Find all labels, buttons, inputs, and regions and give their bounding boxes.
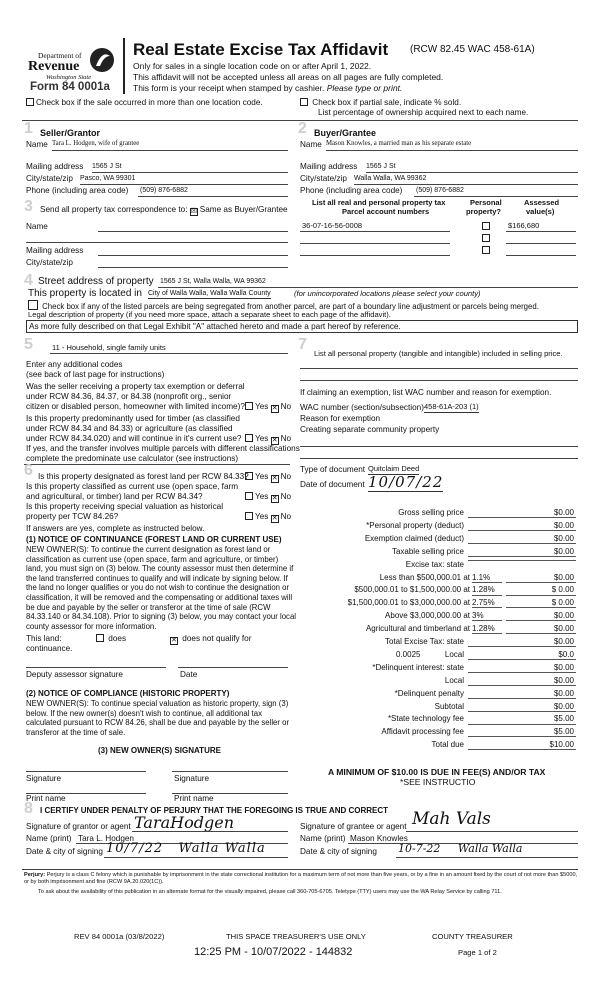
does-checkbox[interactable] [96, 634, 104, 642]
rule [506, 255, 576, 256]
section-8-number: 8 [24, 800, 33, 817]
partial-sale-note: List percentage of ownership acquired next to each name. [318, 108, 529, 117]
perjury-text: Perjury is a class C felony which is punishable by imprisonment in the state correctional institution for a maximum term of not more than five years, or by a fine in an amount fixed by the court of not more than $5000, or by both imprisonment and fine (RCW 9A.20.020(1C)). [24, 872, 578, 885]
summary-label: Gross selling price [398, 508, 464, 517]
s6-q1-no-checkbox[interactable]: ✕ [271, 475, 278, 482]
summary-row [300, 740, 576, 753]
does-option[interactable] [96, 634, 126, 643]
corr-name-label: Name [26, 222, 48, 231]
section-3-number: 3 [24, 198, 33, 215]
rule [132, 831, 288, 832]
summary-label: Local [444, 675, 464, 685]
subtitle-2: This affidavit will not be accepted unless all areas on all pages are fully completed. [133, 72, 444, 82]
summary-label: *Delinquent penalty [394, 688, 464, 698]
grantor-date-city[interactable]: 10/7/22 Walla Walla [106, 841, 266, 856]
summary-amount[interactable]: $5.00 [468, 714, 576, 724]
grantor-signature[interactable]: TaraHodgen [134, 813, 234, 832]
rule [80, 184, 288, 185]
summary-rate: 3% [472, 611, 502, 621]
summary-amount[interactable]: $ 0.00 [506, 598, 576, 608]
summary-amount[interactable]: $0.00 [506, 573, 576, 583]
q1c: citizen or disabled person, homeowner with limited income)? [26, 402, 245, 411]
no-label: No [280, 434, 292, 443]
partial-sale-checkbox[interactable] [300, 98, 308, 106]
rule [506, 231, 576, 232]
section-7-number: 7 [298, 336, 307, 353]
section-6-number: 6 [24, 462, 33, 479]
yes-label: Yes [255, 402, 269, 411]
no-label: No [280, 512, 292, 521]
seller-heading: Seller/Grantor [40, 128, 101, 138]
buyer-phone[interactable]: (509) 876-6882 [416, 187, 464, 194]
personal-property-checkbox-3[interactable] [482, 246, 490, 254]
parcel-number[interactable]: 36-07-16-56-0008 [302, 221, 363, 230]
county-treasurer: COUNTY TREASURER [432, 932, 513, 941]
summary-amount[interactable]: $0.00 [468, 521, 576, 531]
seller-city-label: City/state/zip [26, 174, 73, 183]
partial-sale-label: Check box if partial sale, indicate % sold. [312, 98, 462, 107]
summary-label: *State technology fee [387, 714, 464, 724]
assessed-value[interactable]: $166,680 [508, 221, 540, 230]
corr-mail-label: Mailing address [26, 246, 84, 255]
add-codes-note: (see back of last page for instructions) [26, 370, 165, 379]
divider [22, 869, 578, 870]
q1b: under RCW 84.36, 84.37, or 84.38 (nonprofit org., senior [26, 392, 232, 401]
dept-line2: Revenue [28, 59, 80, 74]
corr-city-label: City/state/zip [26, 258, 73, 267]
rule [300, 458, 578, 459]
summary-pre: 0.0025 [396, 649, 421, 659]
grantor-name-label: Name (print) [26, 834, 72, 843]
grantor-sig-label: Signature of grantor or agent [26, 822, 131, 831]
seller-mail-label: Mailing address [26, 162, 84, 171]
does-label: does [108, 634, 127, 643]
s6-q3-answer[interactable] [245, 512, 291, 523]
s6-q2-no-checkbox[interactable]: ✕ [271, 495, 278, 502]
doc-date-label: Date of document [300, 480, 365, 489]
grantor-date-label: Date & city of signing [26, 847, 103, 856]
minimum-line1: A MINIMUM OF $10.00 IS DUE IN FEE(S) AND/OR TAX [328, 767, 546, 777]
buyer-heading: Buyer/Grantee [314, 128, 377, 138]
summary-amount[interactable]: $0.0 [468, 650, 576, 660]
minimum-line2: *SEE INSTRUCTIO [400, 777, 476, 787]
notice2-title: (2) NOTICE OF COMPLIANCE (HISTORIC PROPERTY) [26, 689, 230, 698]
rule [300, 380, 578, 381]
add-codes-label: Enter any additional codes [26, 360, 123, 369]
personal-property-checkbox-2[interactable] [482, 234, 490, 242]
rule [98, 231, 288, 232]
page-title: Real Estate Excise Tax Affidavit [133, 40, 389, 59]
summary-row [300, 702, 576, 715]
summary-rate: 1.28% [472, 585, 502, 595]
seller-phone-label: Phone (including area code) [26, 186, 129, 195]
parcel-col3b-header: value(s) [526, 207, 555, 216]
parcel-col2b-header: property? [466, 207, 502, 216]
summary-row [300, 560, 576, 573]
summary-row [300, 714, 576, 727]
summary-rate: 1.1% [472, 573, 502, 583]
street-value[interactable]: 1565 J St, Walla Walla, WA 99362 [160, 278, 266, 285]
summary-rate: 2.75% [472, 598, 502, 608]
summary-amount[interactable]: $0.00 [468, 508, 576, 518]
treasurer-use: THIS SPACE TREASURER'S USE ONLY [226, 932, 366, 941]
seller-name-label: Name [26, 140, 48, 149]
this-land-label: This land: [26, 634, 62, 643]
multi-location-checkbox[interactable] [26, 98, 34, 106]
form-number: Form 84 0001a [30, 81, 110, 93]
s6-q2-answer[interactable] [245, 492, 291, 503]
correspondence-label: Send all property tax correspondence to: [40, 205, 188, 214]
summary-rate: 1.28% [472, 624, 502, 634]
segregated-checkbox[interactable] [28, 300, 38, 310]
s6-q3-no-checkbox[interactable]: ✕ [271, 515, 278, 522]
cashier-stamp: 12:25 PM - 10/07/2022 - 144832 [194, 946, 353, 958]
doc-type-label: Type of document [300, 465, 366, 474]
deputy-date-label: Date [180, 670, 198, 679]
s6-q1-answer[interactable] [245, 472, 291, 483]
divider [24, 464, 290, 465]
notice2-body: NEW OWNER(S): To continue special valuation as historic property, sign (3) below. If the new owner(s) doesn't wish to continue, all additional tax calculated pursuant to RCW 84.26, shall be due and payable by the seller or transferor at the time of sale. [26, 699, 290, 737]
rule [414, 196, 578, 197]
s6-q3b: property per TCW 84.26? [26, 512, 119, 521]
grantee-sig-label: Signature of grantee or agent [300, 822, 407, 831]
rule [178, 667, 288, 668]
multi-location-check[interactable] [26, 98, 263, 107]
summary-amount[interactable]: $10.00 [468, 740, 576, 750]
dept-line1: Department of [38, 51, 82, 60]
rule [104, 857, 288, 858]
summary-row [300, 508, 576, 521]
wac-label: WAC number (section/subsection) [300, 403, 424, 412]
rule [300, 446, 578, 447]
grantee-date-city[interactable]: 10-7-22 Walla Walla [398, 842, 523, 855]
s6-q1: Is this property designated as forest land per RCW 84.33? [38, 472, 249, 481]
summary-label: Above $3,000,000.00 at [385, 611, 470, 621]
partial-sale-check[interactable] [300, 98, 461, 107]
does-not-checkbox[interactable]: ✕ [171, 637, 177, 644]
revenue-swirl-icon [88, 46, 116, 74]
rule [354, 184, 578, 185]
subtitle-1: Only for sales in a single location code on or after April 1, 2022. [133, 61, 372, 71]
q2-no-checkbox[interactable]: ✕ [271, 437, 278, 444]
does-not-option[interactable] [170, 634, 251, 645]
q1-answer[interactable] [245, 402, 291, 413]
rcw-ref: (RCW 82.45 WAC 458-61A) [410, 44, 535, 55]
parcel-col3-header: Assessed [524, 198, 560, 207]
summary-label: *Personal property (deduct) [366, 520, 464, 530]
summary-label: Less than $500,000.01 at [379, 572, 470, 582]
rule [26, 771, 146, 772]
summary-row [300, 598, 576, 611]
rule [26, 667, 166, 668]
perjury-bold: Perjury: [24, 872, 46, 878]
summary-amount[interactable]: $5.00 [468, 727, 576, 737]
grantee-name-label: Name (print) [300, 834, 346, 843]
rule [396, 857, 578, 858]
rule [506, 243, 576, 244]
section-4-number: 4 [24, 272, 33, 289]
summary-row [300, 611, 576, 624]
buyer-city-label: City/state/zip [300, 174, 347, 183]
rev-number: REV 84 0001a (03/8/2022) [74, 932, 165, 941]
rule [52, 150, 288, 151]
doc-type[interactable]: Quitclaim Deed [368, 464, 420, 473]
q1-yes-checkbox[interactable] [245, 402, 253, 410]
yes-label: Yes [255, 434, 269, 443]
street-label: Street address of property [38, 276, 154, 287]
section-1-number: 1 [24, 120, 33, 137]
page-number: Page 1 of 2 [458, 948, 497, 957]
alt-format-note: To ask about the availability of this publication in an alternate format for the visually impaired, please call 360-705-6705. Teletype (TTY) users may use the WA Relay Service by calling 711. [38, 889, 502, 895]
buyer-phone-label: Phone (including area code) [300, 186, 403, 195]
continuance-label: continuance. [26, 644, 73, 653]
summary-label: Local [444, 649, 464, 659]
s6-q3-yes-checkbox[interactable] [245, 512, 253, 520]
answers-note: If answers are yes, complete as instructed below. [26, 524, 205, 533]
same-as-buyer-label: Same as Buyer/Grantee [199, 205, 288, 214]
no-label: No [280, 402, 292, 411]
subtitle-3-italic: Please type or print. [326, 83, 403, 93]
summary-amount[interactable]: $0.00 [506, 624, 576, 634]
rule [300, 231, 450, 232]
print-name-label-2: Print name [174, 794, 214, 803]
wac-value[interactable]: 458-61A-203 (1) [424, 402, 479, 411]
summary-row [300, 676, 576, 689]
summary-amount[interactable]: $0.00 [468, 702, 576, 712]
rule [300, 243, 450, 244]
doc-date[interactable]: 10/07/22 [368, 473, 444, 491]
seller-city[interactable]: Pasco, WA 99301 [80, 175, 136, 182]
rule [300, 368, 578, 369]
summary-label: Total due [431, 740, 464, 750]
rule [300, 255, 450, 256]
rule [158, 287, 578, 288]
located-value[interactable]: City of Walla Walla, Walla Walla County [148, 290, 271, 299]
rule [98, 267, 288, 268]
q3b: complete the predominate use calculator (see instructions) [26, 454, 239, 463]
summary-row [300, 689, 576, 702]
rule [26, 242, 288, 243]
summary-label: Total Excise Tax: state [385, 637, 464, 646]
multi-location-label: Check box if the sale occurred in more than one location code. [36, 98, 263, 107]
q1-no-checkbox[interactable]: ✕ [271, 405, 278, 412]
buyer-mail-label: Mailing address [300, 162, 358, 171]
parcel-col1b-header: Parcel account numbers [342, 207, 430, 216]
correspondence-line [40, 205, 288, 216]
s6-q2a: Is this property classified as current use (open space, farm [26, 482, 239, 491]
personal-property-checkbox[interactable] [482, 222, 490, 230]
certify-text: I CERTIFY UNDER PENALTY OF PERJURY THAT THE FOREGOING IS TRUE AND CORRECT [40, 806, 389, 815]
q2a: Is this property predominantly used for timber (as classified [26, 414, 240, 423]
seller-name[interactable]: Tara L. Hodgen, wife of grantee [52, 140, 140, 147]
subtitle-3 [133, 84, 402, 94]
yes-label: Yes [255, 512, 269, 521]
reason-value[interactable]: Creating separate community property [300, 425, 440, 434]
summary-row [300, 624, 576, 637]
new-owner-signature-label: Signature [26, 774, 62, 783]
header-divider [123, 38, 125, 94]
legal-label: Legal description of property (if you need more space, attach a separate sheet to each page of the affidavit). [28, 310, 391, 319]
rule [92, 172, 288, 173]
buyer-mail[interactable]: 1565 J St [366, 163, 396, 170]
yes-label: Yes [255, 492, 269, 501]
subtitle-3-text: This form is your receipt when stamped by cashier. [133, 83, 325, 93]
q3a: If yes, and the transfer involves multiple parcels with different classifications [26, 444, 300, 453]
located-note: (for unincorporated locations please select your county) [294, 289, 481, 298]
use-code[interactable]: 11 - Household, single family units [52, 343, 166, 352]
summary-amount[interactable]: $0.00 [468, 534, 576, 544]
grantee-name[interactable]: Mason Knowles [350, 834, 408, 843]
rule [406, 831, 578, 832]
buyer-city[interactable]: Walla Walla, WA 99362 [354, 175, 427, 182]
summary-amount[interactable]: $0.00 [506, 611, 576, 621]
dept-line3: Washington State [46, 74, 92, 81]
q2c: under RCW 84.34.020) and will continue in it's current use? [26, 434, 242, 443]
grantee-date-label: Date & city of signing [300, 847, 377, 856]
summary-row [300, 521, 576, 534]
summary-row [300, 727, 576, 740]
s6-q3a: Is this property receiving special valuation as historical [26, 502, 224, 511]
same-as-buyer-checkbox[interactable]: ☒ [190, 208, 198, 215]
parcel-col1-header: List all real and personal property tax [312, 198, 446, 207]
perjury-note [24, 872, 580, 885]
summary-row [300, 650, 576, 663]
summary-label: Taxable selling price [391, 546, 464, 556]
summary-amount[interactable]: $0.00 [468, 547, 576, 557]
summary-row [300, 585, 576, 598]
no-label: No [280, 492, 292, 501]
s6-q2b: and agricultural, or timber) land per RCW 84.34? [26, 492, 203, 501]
summary-amount[interactable]: $0.00 [468, 663, 576, 673]
q2b: under RCW 84.34 and 84.33) or agriculture (as classified [26, 424, 233, 433]
located-label: This property is located in [28, 288, 142, 299]
summary-label: Affidavit processing fee [381, 727, 464, 737]
section-5-number: 5 [24, 336, 33, 353]
rule [50, 353, 288, 354]
section-2-number: 2 [298, 120, 307, 137]
summary-row [300, 663, 576, 676]
deputy-sig-label: Deputy assessor signature [26, 670, 123, 679]
buyer-name-label: Name [300, 140, 322, 149]
rule [98, 255, 288, 256]
q2-yes-checkbox[interactable] [245, 434, 253, 442]
rule [138, 196, 288, 197]
new-owner-signature-label-2: Signature [174, 774, 210, 783]
summary-row [300, 637, 576, 650]
seller-mail[interactable]: 1565 J St [92, 163, 122, 170]
buyer-name[interactable]: Mason Knowles, a married man as his separate estate [326, 140, 472, 147]
notice1-title: (1) NOTICE OF CONTINUANCE (FOREST LAND OR CURRENT USE) [26, 535, 282, 544]
summary-label: Exemption claimed (deduct) [364, 533, 464, 543]
rule [366, 172, 578, 173]
q1a: Was the seller receiving a property tax exemption or deferral [26, 382, 245, 391]
personal-list-label: List all personal property (tangible and intangible) included in selling price. [314, 349, 563, 358]
exemption-label: If claiming an exemption, list WAC number and reason for exemption. [300, 388, 552, 397]
summary-label: $500,000.01 to $1,500,000.00 at [354, 585, 470, 595]
summary-row [300, 547, 576, 560]
seller-phone[interactable]: (509) 876-6882 [140, 187, 188, 194]
no-label: No [280, 472, 292, 481]
legal-description[interactable]: As more fully described on that Legal Exhibit "A" attached hereto and made a part hereof by reference. [26, 320, 578, 333]
summary-label: $1,500,000.01 to $3,000,000.00 at [347, 598, 470, 608]
summary-row [300, 534, 576, 547]
grantor-name[interactable]: Tara L. Hodgen [78, 834, 134, 843]
parcel-col2-header: Personal [470, 198, 502, 207]
print-name-label: Print name [26, 794, 66, 803]
notice1-body: NEW OWNER(S): To continue the current designation as forest land or classification as current use (open space, farm and agriculture, or timber) land, you must sign on (3) below. The county assessor must then determine if the land transferred continues to qualify and will indicate by signing below. If the land no longer qualifies or you do not wish to continue the designation or classification, it will be removed and the compensating or additional taxes will be due and payable by the seller or transferor at the time of sale (RCW 84.33.140 or 84.34.108). Prior to signing (3) below, you may contact your local county assessor for more information. [26, 545, 297, 631]
rule [172, 771, 288, 772]
summary-amount[interactable] [468, 560, 576, 561]
summary-label: Subtotal [434, 701, 464, 711]
summary-label: Excise tax: state [405, 559, 464, 569]
summary-amount[interactable]: $0.00 [468, 689, 576, 699]
summary-amount[interactable]: $ 0.00 [506, 585, 576, 595]
summary-row [300, 573, 576, 586]
summary-amount[interactable]: $0.00 [468, 676, 576, 686]
segregated-label: Check box if any of the listed parcels are being segregated from another parcel, are part of a boundary line adjustment or parcels being merged. [42, 302, 539, 311]
s6-q1-yes-checkbox[interactable] [245, 472, 253, 480]
does-not-label: does not qualify for [182, 634, 252, 643]
summary-label: Agricultural and timberland at [365, 624, 470, 634]
yes-label: Yes [255, 472, 269, 481]
reason-label: Reason for exemption [300, 414, 381, 423]
summary-label: *Delinquent interest: state [372, 662, 464, 672]
grantee-signature[interactable]: Mah Vals [412, 809, 491, 829]
s6-q2-yes-checkbox[interactable] [245, 492, 253, 500]
rule [326, 150, 578, 151]
new-owner-sig-heading: (3) NEW OWNER(S) SIGNATURE [98, 746, 221, 755]
summary-amount[interactable]: $0.00 [468, 637, 576, 647]
